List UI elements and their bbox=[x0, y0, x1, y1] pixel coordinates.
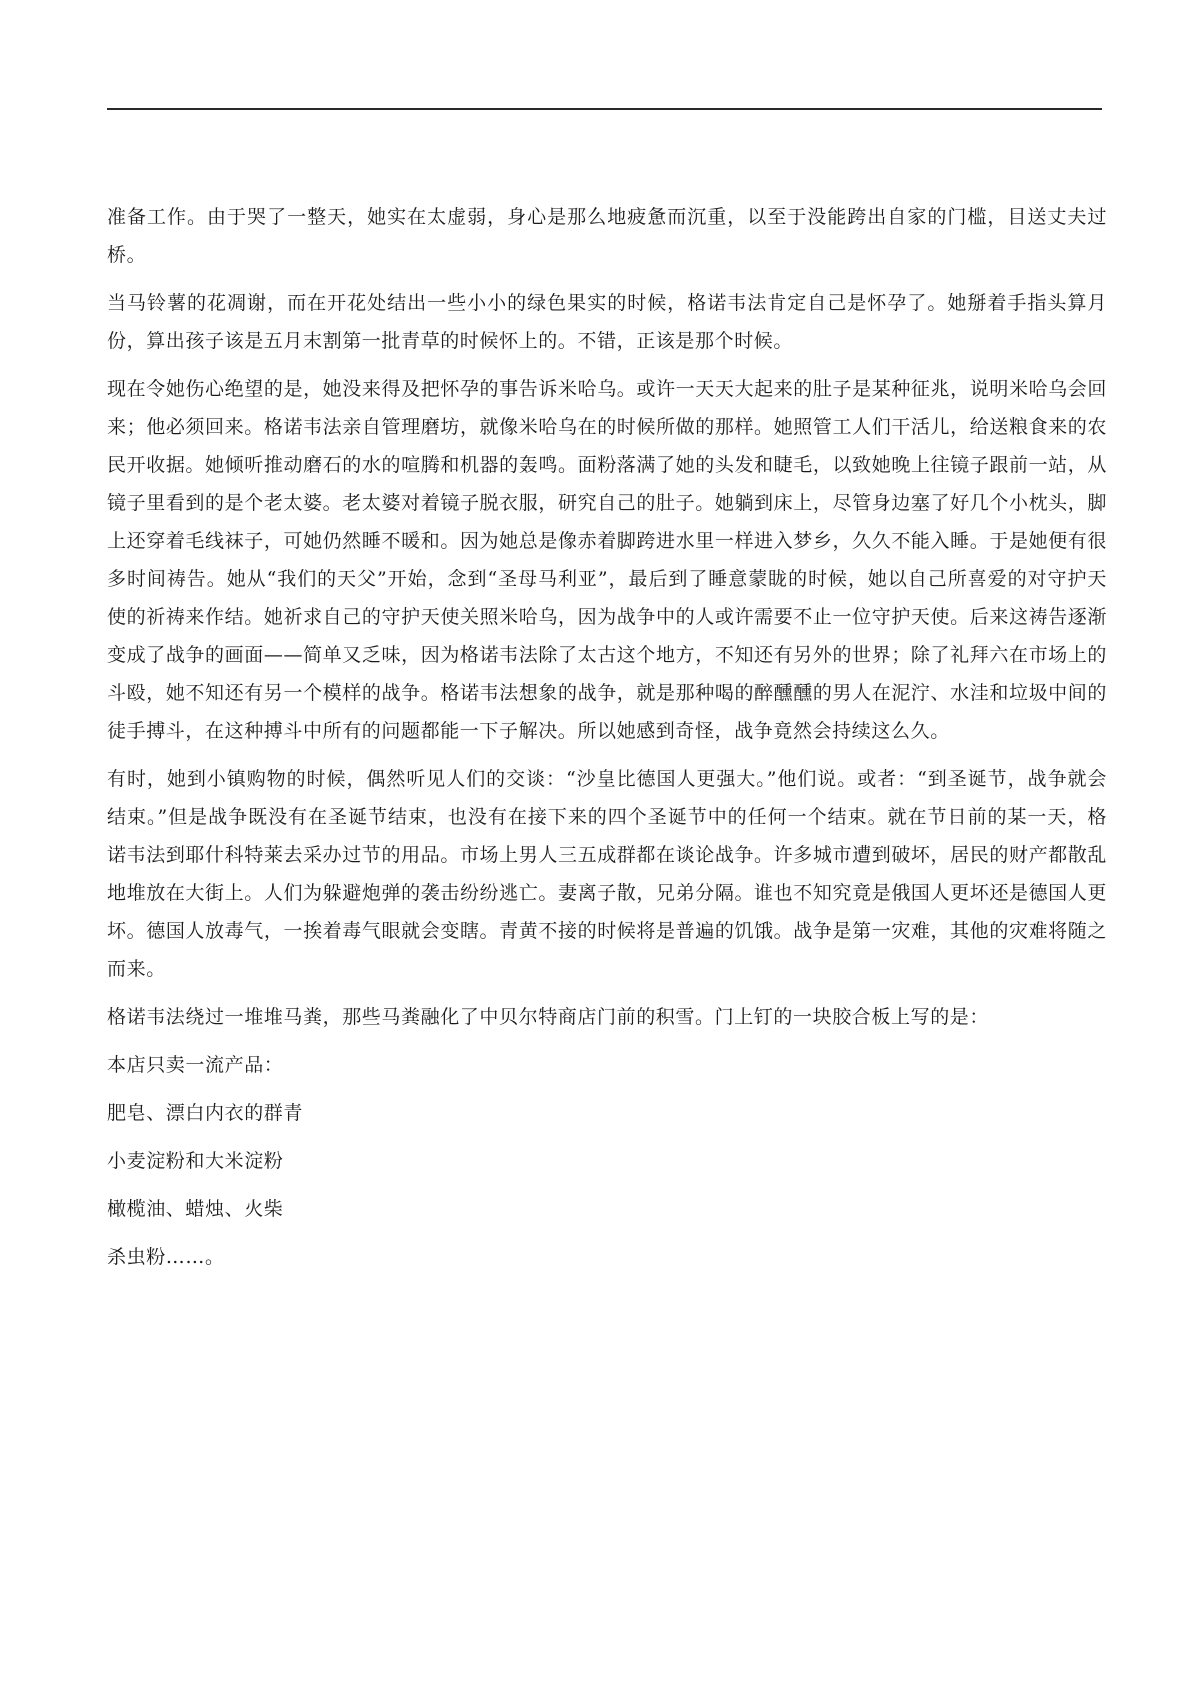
paragraph: 准备工作。由于哭了一整天，她实在太虚弱，身心是那么地疲惫而沉重，以至于没能跨出自家的门槛，目送丈夫过桥。 bbox=[107, 206, 1107, 266]
paragraph: 当马铃薯的花凋谢，而在开花处结出一些小小的绿色果实的时候，格诺韦法肯定自己是怀孕了。她掰着手指头算月份，算出孩子该是五月末割第一批青草的时候怀上的。不错，正该是那个时候。 bbox=[107, 292, 1107, 352]
sign-line: 肥皂、漂白内衣的群青 bbox=[107, 1102, 304, 1124]
sign-line: 杀虫粉……。 bbox=[107, 1246, 225, 1268]
sign-line: 橄榄油、蜡烛、火柴 bbox=[107, 1198, 284, 1220]
shop-sign-list bbox=[107, 1046, 1107, 1276]
sign-line: 本店只卖一流产品： bbox=[107, 1054, 284, 1076]
header-rule bbox=[107, 108, 1102, 110]
paragraph: 现在令她伤心绝望的是，她没来得及把怀孕的事告诉米哈乌。或许一天天大起来的肚子是某种征兆，说明米哈乌会回来；他必须回来。格诺韦法亲自管理磨坊，就像米哈乌在的时候所做的那样。她照管工人们干活儿，给送粮食来的农民开收据。她倾听推动磨石的水的喧腾和机器的轰鸣。面粉落满了她的头发和睫毛，以致她晚上往镜子跟前一站，从镜子里看到的是个老太婆。老太婆对着镜子脱衣服，研究自己的肚子。她躺到床上，尽管身边塞了好几个小枕头，脚上还穿着毛线袜子，可她仍然睡不暖和。因为她总是像赤着脚跨进水里一样进入梦乡，久久不能入睡。于是她便有很多时间祷告。她从“我们的天父”开始，念到“圣母马利亚”，最后到了睡意蒙眬的时候，她以自己所喜爱的对守护天使的祈祷来作结。她祈求自己的守护天使关照米哈乌，因为战争中的人或许需要不止一位守护天使。后来这祷告逐渐变成了战争的画面——简单又乏味，因为格诺韦法除了太古这个地方，不知还有另外的世界；除了礼拜六在市场上的斗殴，她不知还有另一个模样的战争。格诺韦法想象的战争，就是那种喝的醉醺醺的男人在泥泞、水洼和垃圾中间的徒手搏斗，在这种搏斗中所有的问题都能一下子解决。所以她感到奇怪，战争竟然会持续这么久。 bbox=[107, 378, 1107, 742]
paragraph: 格诺韦法绕过一堆堆马粪，那些马粪融化了中贝尔特商店门前的积雪。门上钉的一块胶合板上写的是： bbox=[107, 1006, 990, 1028]
paragraph: 有时，她到小镇购物的时候，偶然听见人们的交谈：“沙皇比德国人更强大。”他们说。或者：“到圣诞节，战争就会结束。”但是战争既没有在圣诞节结束，也没有在接下来的四个圣诞节中的任何一个结束。就在节日前的某一天，格诺韦法到耶什科特莱去采办过节的用品。市场上男人三五成群都在谈论战争。许多城市遭到破坏，居民的财产都散乱地堆放在大街上。人们为躲避炮弹的袭击纷纷逃亡。妻离子散，兄弟分隔。谁也不知究竟是俄国人更坏还是德国人更坏。德国人放毒气，一挨着毒气眼就会变瞎。青黄不接的时候将是普遍的饥饿。战争是第一灾难，其他的灾难将随之而来。 bbox=[107, 768, 1107, 980]
sign-line: 小麦淀粉和大米淀粉 bbox=[107, 1150, 284, 1172]
body-text bbox=[107, 198, 1107, 1286]
